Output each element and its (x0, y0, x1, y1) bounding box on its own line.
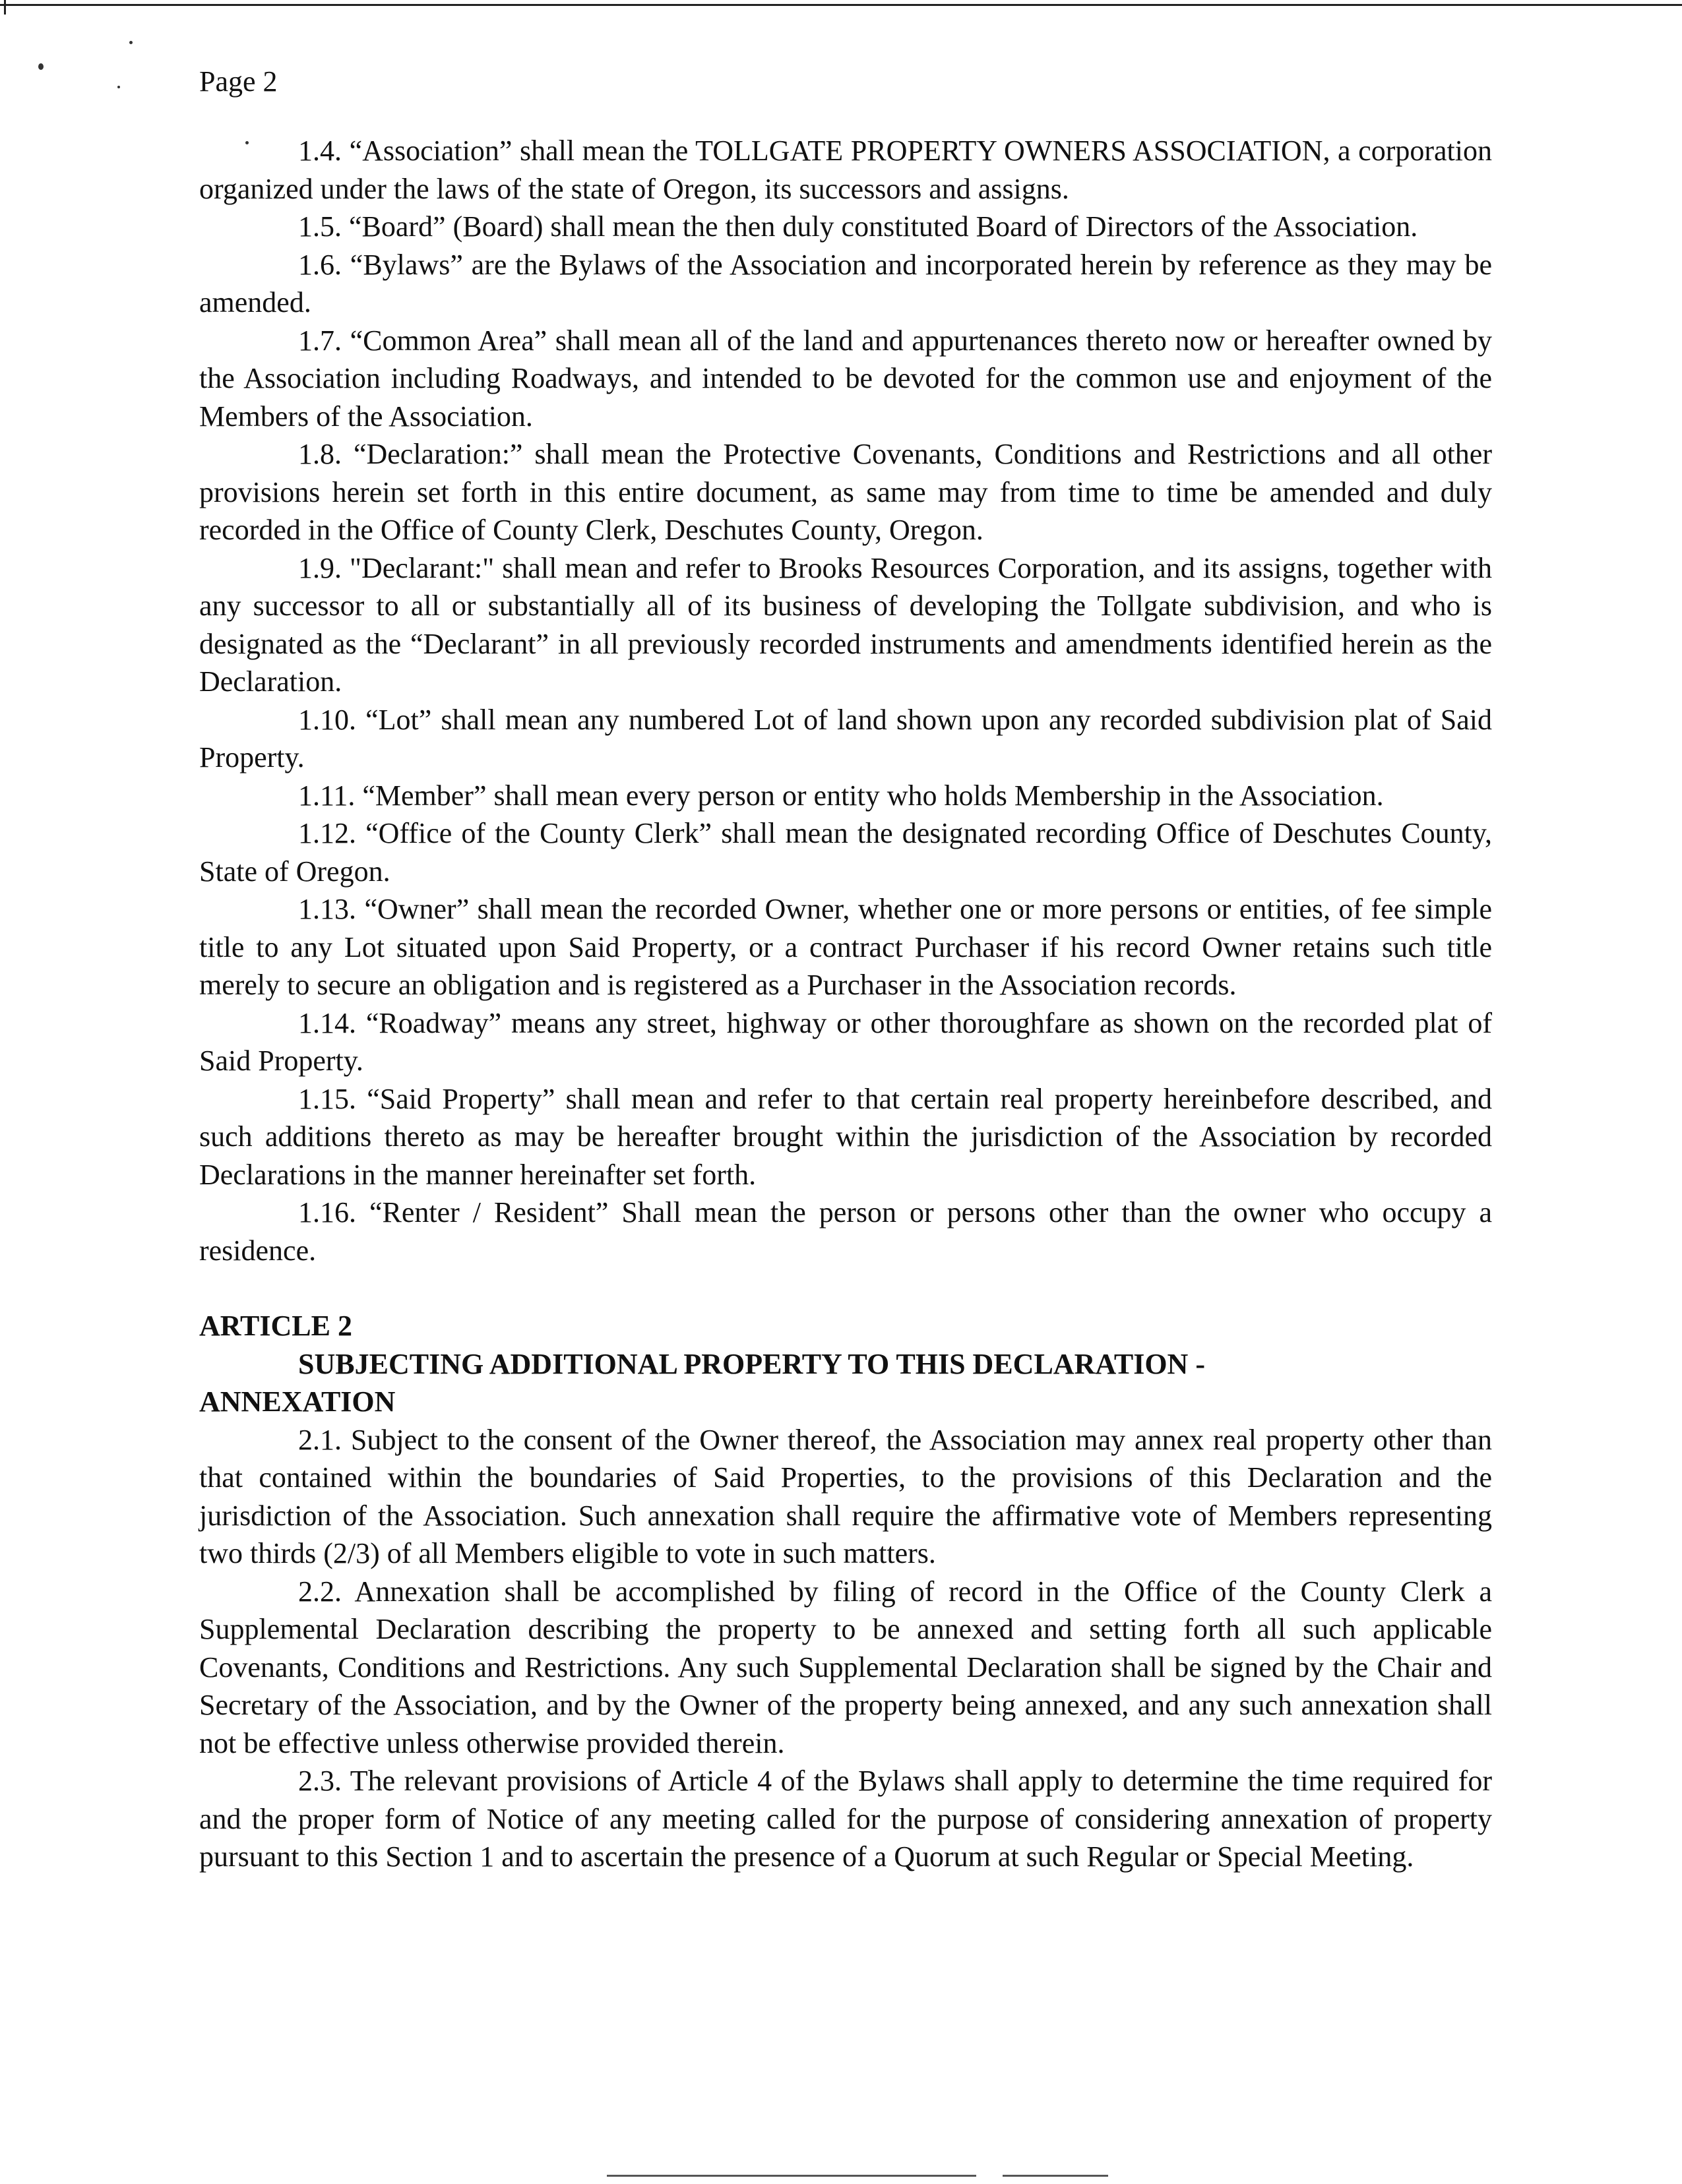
definition-1-4: 1.4. “Association” shall mean the TOLLGATE PROPERTY OWNERS ASSOCIATION, a corporation organized under the laws of the state of Oregon, its successors and assigns. (199, 135, 1492, 205)
definition-1-15: 1.15. “Said Property” shall mean and refer to that certain real property hereinbefore described, and such additions thereto as may be hereafter brought within the jurisdiction of the Association by recorded Declarations in the manner hereinafter set forth. (199, 1082, 1492, 1191)
definition-1-6: 1.6. “Bylaws” are the Bylaws of the Association and incorporated herein by reference as they may be amended. (199, 248, 1492, 318)
scan-speck (129, 41, 133, 44)
article-heading: ARTICLE 2 (199, 1310, 352, 1342)
scan-noise-bottom (1003, 2175, 1108, 2177)
definition-1-9: 1.9. "Declarant:" shall mean and refer to Brooks Resources Corporation, and its assigns, together with any successor to all or substantially all of its business of developing the Tollgate subdivision, and who is designated as the “Declarant” in all previously recorded instruments and amendments identified herein as the Declaration. (199, 551, 1492, 698)
section-2-1: 2.1. Subject to the consent of the Owner thereof, the Association may annex real property other than that contained within the boundaries of Said Properties, to the provisions of this Declaration and the jurisdiction of the Association. Such annexation shall require the affirmative vote of Members representing two thirds (2/3) of all Members eligible to vote in such matters. (199, 1423, 1492, 1569)
definition-1-8: 1.8. “Declaration:” shall mean the Protective Covenants, Conditions and Restrictions and all other provisions herein set forth in this entire document, as same may from time to time be amended and duly recorded in the Office of County Clerk, Deschutes County, Oregon. (199, 438, 1492, 546)
definition-1-11: 1.11. “Member” shall mean every person or entity who holds Membership in the Association. (298, 779, 1384, 812)
section-2-2: 2.2. Annexation shall be accomplished by filing of record in the Office of the County Clerk a Supplemental Declaration describing the property to be annexed and setting forth all such applicable Covenants, Conditions and Restrictions. Any such Supplemental Declaration shall be signed by the Chair and Secretary of the Association, and by the Owner of the property being annexed, and any such annexation shall not be effective unless otherwise provided therein. (199, 1575, 1492, 1759)
scan-speck (38, 63, 44, 70)
document-body (199, 132, 1492, 1876)
scan-edge-top (0, 4, 1682, 6)
scan-speck (117, 86, 120, 88)
article-title: SUBJECTING ADDITIONAL PROPERTY TO THIS DECLARATION - (298, 1347, 1205, 1380)
definition-1-10: 1.10. “Lot” shall mean any numbered Lot of land shown upon any recorded subdivision plat of Said Property. (199, 703, 1492, 774)
scan-noise-bottom (607, 2175, 976, 2177)
definition-1-7: 1.7. “Common Area” shall mean all of the land and appurtenances thereto now or hereafter owned by the Association including Roadways, and intended to be devoted for the common use and enjoyment of the Members of the Association. (199, 324, 1492, 433)
definition-1-13: 1.13. “Owner” shall mean the recorded Owner, whether one or more persons or entities, of fee simple title to any Lot situated upon Said Property, or a contract Purchaser if his record Owner retains such title merely to secure an obligation and is registered as a Purchaser in the Association records. (199, 893, 1492, 1001)
definition-1-5: 1.5. “Board” (Board) shall mean the then duly constituted Board of Directors of the Association. (298, 210, 1418, 243)
definition-1-16: 1.16. “Renter / Resident” Shall mean the person or persons other than the owner who occupy a residence. (199, 1196, 1492, 1267)
page-number: Page 2 (199, 65, 278, 98)
article-subtitle: ANNEXATION (199, 1385, 396, 1418)
definition-1-12: 1.12. “Office of the County Clerk” shall mean the designated recording Office of Deschutes County, State of Oregon. (199, 817, 1492, 888)
definition-1-14: 1.14. “Roadway” means any street, highway or other thoroughfare as shown on the recorded plat of Said Property. (199, 1006, 1492, 1077)
section-2-3: 2.3. The relevant provisions of Article 4 of the Bylaws shall apply to determine the time required for and the proper form of Notice of any meeting called for the purpose of considering annexation of property pursuant to this Section 1 and to ascertain the presence of a Quorum at such Regular or Special Meeting. (199, 1765, 1492, 1873)
scan-edge-left (4, 0, 6, 15)
